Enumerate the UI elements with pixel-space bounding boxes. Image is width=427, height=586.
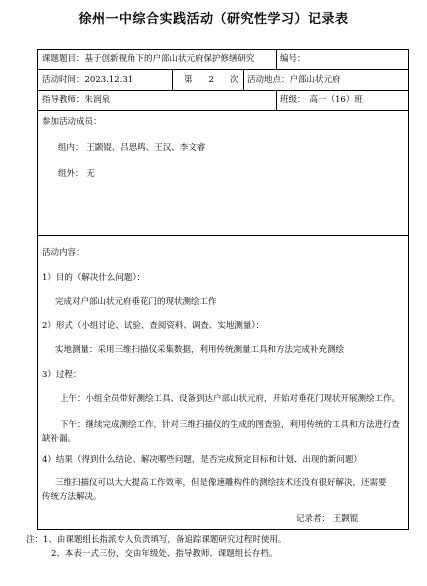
members-heading: 参加活动成员： — [42, 117, 102, 127]
q4-heading: 4）结果（得到什么结论、解决哪些问题，是否完成预定目标和计划、出现的新问题） — [42, 455, 362, 465]
order-cell — [172, 70, 243, 90]
q1-body: 完成对户部山状元府垂花门的现状测绘工作 — [55, 297, 217, 307]
footnote-1: 注：1、由课题组长指派专人负责填写，备追踪课题研究过程时使用。 — [26, 535, 287, 545]
content-section — [38, 236, 408, 530]
time-value: 2023.12.31 — [84, 74, 134, 85]
teacher-cell — [38, 91, 276, 110]
topic-cell — [38, 50, 276, 69]
page-title: 徐州一中综合实践活动（研究性学习）记录表 — [78, 12, 349, 27]
topic-label: 课题题目： — [42, 54, 85, 65]
q2-body: 实地测量：采用三维扫描仪采集数据，利用传统测量工具和方法完成补充测绘 — [55, 345, 345, 355]
members-outer-label: 组外： — [58, 169, 84, 179]
q3-heading: 3）过程： — [42, 370, 82, 380]
content-heading: 活动内容： — [42, 248, 85, 258]
order-label: 第 — [184, 74, 193, 85]
q4-body: 三维扫描仪可以大大提高工作效率，但是像速雕构件的测绘技术还没有很好解决，还需要传统方法解决。 — [42, 478, 387, 502]
members-section — [38, 111, 408, 236]
teacher-row — [38, 91, 408, 111]
members-outer — [58, 170, 95, 179]
time-row — [38, 70, 408, 91]
q2-heading: 2）形式（小组讨论、试验、查阅资料、调查、实地测量）： — [42, 321, 265, 331]
record-table — [37, 49, 409, 530]
members-inner-label: 组内： — [58, 143, 84, 153]
q3-para2: 下午：继续完成测绘工作，针对三维扫描仪的生成的图查验，利用传统的工具和方法进行查缺补漏。 — [42, 420, 401, 444]
q3-para1: 上午：小组全员带好测绘工具、设备到达户部山状元府，开始对垂花门现状开展测绘工作。 — [60, 394, 401, 404]
place-cell — [243, 70, 410, 90]
topic-row — [38, 50, 408, 70]
recorder-label: 记录者： — [296, 514, 331, 524]
recorder — [296, 515, 358, 524]
teacher-value: 朱润泉 — [84, 95, 111, 106]
number-cell — [276, 50, 410, 69]
members-inner-value: 王颢锟、吕思鸣、王汉、李文睿 — [86, 143, 206, 153]
q1-heading: 1）目的（解决什么问题）： — [42, 273, 146, 283]
class-label: 班级： — [280, 95, 306, 106]
recorder-value: 王颢锟 — [332, 514, 359, 524]
order-unit: 次 — [229, 74, 239, 85]
members-outer-value: 无 — [86, 169, 95, 179]
class-cell — [276, 91, 410, 110]
footnote-2: 2、本表一式三份，交由年级处、指导教师、课题组长存档。 — [51, 549, 278, 559]
topic-value: 基于创新视角下的户部山状元府保护修缮研究 — [84, 54, 255, 65]
number-label: 编号： — [280, 54, 306, 65]
time-cell — [38, 70, 172, 90]
place-label: 活动地点： — [247, 74, 290, 85]
footnotes — [26, 533, 286, 561]
members-inner — [58, 144, 205, 153]
order-value: 2 — [208, 74, 214, 85]
class-value: 高一（16）班 — [309, 95, 363, 106]
teacher-label: 指导教师： — [42, 95, 85, 106]
time-label: 活动时间： — [42, 74, 85, 85]
place-value: 户部山状元府 — [289, 74, 341, 85]
